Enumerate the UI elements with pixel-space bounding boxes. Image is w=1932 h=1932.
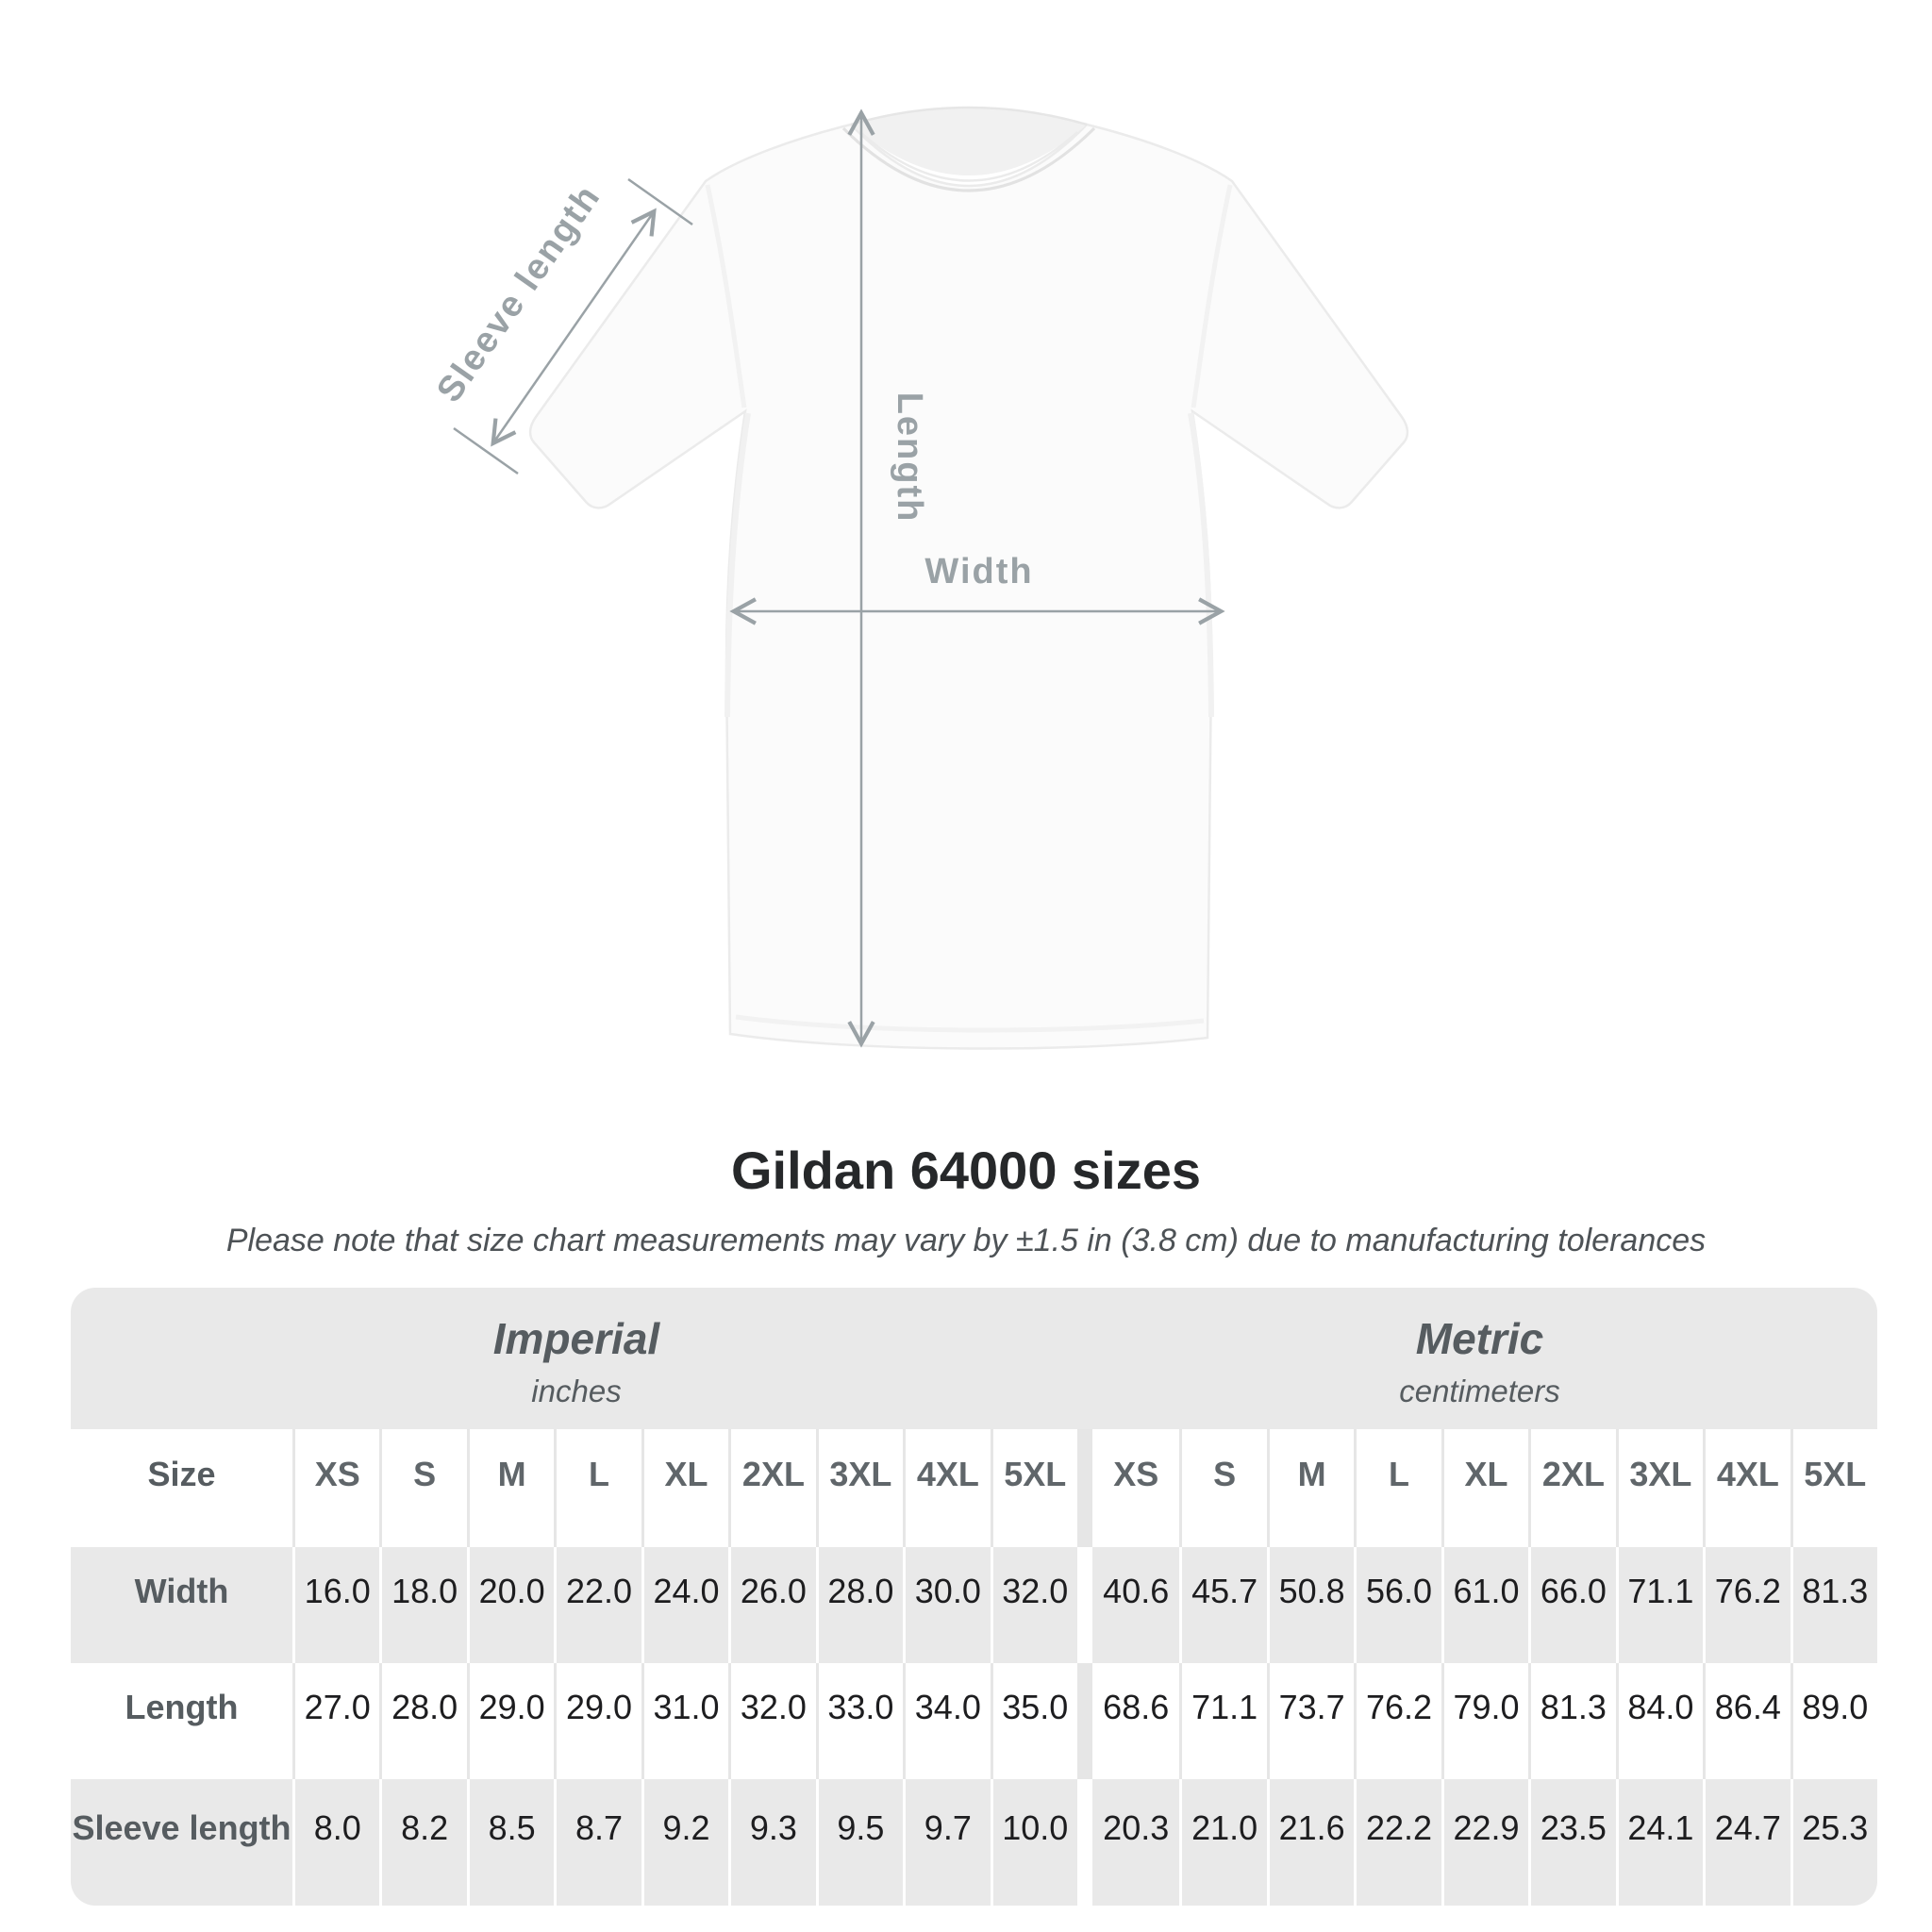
measurement-cell: 73.7 — [1267, 1663, 1354, 1779]
size-col-header: 3XL — [1616, 1429, 1703, 1547]
measurement-cell: 40.6 — [1092, 1547, 1179, 1663]
size-col-header: L — [1354, 1429, 1441, 1547]
size-col-header: XL — [1441, 1429, 1528, 1547]
sleeve-length-row — [71, 1779, 1877, 1906]
measurement-cell: 89.0 — [1790, 1663, 1877, 1779]
measurement-cell: 22.0 — [554, 1547, 641, 1663]
size-col-header: 2XL — [1528, 1429, 1615, 1547]
measurement-cell: 29.0 — [467, 1663, 554, 1779]
width-row-label: Width — [71, 1547, 292, 1663]
width-row — [71, 1547, 1877, 1663]
measurement-cell: 24.0 — [641, 1547, 728, 1663]
unit-band — [71, 1288, 1877, 1429]
measurement-cell: 50.8 — [1267, 1547, 1354, 1663]
imperial-unit: inches — [531, 1374, 622, 1408]
size-col-header: XS — [292, 1429, 379, 1547]
size-col-header: L — [554, 1429, 641, 1547]
measurement-cell: 79.0 — [1441, 1663, 1528, 1779]
measurement-cell: 9.5 — [816, 1779, 903, 1906]
measurement-cell: 29.0 — [554, 1663, 641, 1779]
measurement-cell: 20.3 — [1092, 1779, 1179, 1906]
page-title: Gildan 64000 sizes — [730, 1141, 1202, 1200]
length-dimension-label: Length — [890, 391, 929, 524]
size-col-header: M — [1267, 1429, 1354, 1547]
measurement-cell: 81.3 — [1790, 1547, 1877, 1663]
size-col-header: XS — [1092, 1429, 1179, 1547]
measurement-cell: 84.0 — [1616, 1663, 1703, 1779]
measurement-cell: 21.0 — [1179, 1779, 1266, 1906]
imperial-title: Imperial — [492, 1314, 660, 1363]
measurement-cell: 32.0 — [728, 1663, 815, 1779]
measurement-cell: 9.2 — [641, 1779, 728, 1906]
measurement-cell: 34.0 — [903, 1663, 990, 1779]
section-divider — [1077, 1429, 1092, 1547]
measurement-cell: 8.0 — [292, 1779, 379, 1906]
measurement-cell: 45.7 — [1179, 1547, 1266, 1663]
measurement-cell: 33.0 — [816, 1663, 903, 1779]
measurement-cell: 8.2 — [379, 1779, 466, 1906]
measurement-cell: 68.6 — [1092, 1663, 1179, 1779]
size-col-header: 2XL — [728, 1429, 815, 1547]
width-dimension-label: Width — [924, 552, 1034, 591]
measurement-cell: 9.3 — [728, 1779, 815, 1906]
measurement-cell: 35.0 — [991, 1663, 1077, 1779]
measurement-cell: 32.0 — [991, 1547, 1077, 1663]
measurement-cell: 8.7 — [554, 1779, 641, 1906]
measurement-cell: 28.0 — [379, 1663, 466, 1779]
section-divider — [1077, 1779, 1092, 1906]
measurement-cell: 81.3 — [1528, 1663, 1615, 1779]
measurement-cell: 56.0 — [1354, 1547, 1441, 1663]
measurement-cell: 31.0 — [641, 1663, 728, 1779]
measurement-cell: 10.0 — [991, 1779, 1077, 1906]
measurement-cell: 24.1 — [1616, 1779, 1703, 1906]
imperial-section-header — [71, 1288, 1082, 1429]
measurement-cell: 22.9 — [1441, 1779, 1528, 1906]
length-row — [71, 1663, 1877, 1779]
measurement-cell: 71.1 — [1616, 1547, 1703, 1663]
sleeve-length-row-label: Sleeve length — [71, 1779, 292, 1906]
measurement-cell: 8.5 — [467, 1779, 554, 1906]
measurement-cell: 71.1 — [1179, 1663, 1266, 1779]
measurement-cell: 76.2 — [1703, 1547, 1790, 1663]
measurement-cell: 20.0 — [467, 1547, 554, 1663]
size-col-header: S — [1179, 1429, 1266, 1547]
measurement-cell: 86.4 — [1703, 1663, 1790, 1779]
measurement-cell: 22.2 — [1354, 1779, 1441, 1906]
size-col-header: 5XL — [991, 1429, 1077, 1547]
measurement-cell: 30.0 — [903, 1547, 990, 1663]
measurement-cell: 76.2 — [1354, 1663, 1441, 1779]
measurement-cell: 21.6 — [1267, 1779, 1354, 1906]
measurement-cell: 25.3 — [1790, 1779, 1877, 1906]
measurement-cell: 23.5 — [1528, 1779, 1615, 1906]
size-col-header: 4XL — [903, 1429, 990, 1547]
measurement-cell: 66.0 — [1528, 1547, 1615, 1663]
measurement-cell: 27.0 — [292, 1663, 379, 1779]
measurement-cell: 16.0 — [292, 1547, 379, 1663]
measurement-cell: 24.7 — [1703, 1779, 1790, 1906]
section-divider — [1077, 1663, 1092, 1779]
size-header-label: Size — [71, 1429, 292, 1547]
size-col-header: M — [467, 1429, 554, 1547]
length-row-label: Length — [71, 1663, 292, 1779]
measurement-cell: 61.0 — [1441, 1547, 1528, 1663]
measurement-cell: 18.0 — [379, 1547, 466, 1663]
measurement-cell: 9.7 — [903, 1779, 990, 1906]
measurement-cell: 26.0 — [728, 1547, 815, 1663]
size-header-row — [71, 1429, 1877, 1547]
metric-section-header — [1082, 1288, 1877, 1429]
metric-unit: centimeters — [1399, 1374, 1560, 1408]
sleeve-length-dimension-label: Sleeve length — [429, 177, 609, 410]
section-divider — [1077, 1547, 1092, 1663]
measurement-cell: 28.0 — [816, 1547, 903, 1663]
tolerance-note: Please note that size chart measurements may vary by ±1.5 in (3.8 cm) due to manufacturing tolerances — [225, 1223, 1707, 1258]
size-col-header: 5XL — [1790, 1429, 1877, 1547]
size-col-header: S — [379, 1429, 466, 1547]
size-col-header: 4XL — [1703, 1429, 1790, 1547]
size-table — [71, 1288, 1877, 1906]
metric-title: Metric — [1415, 1314, 1544, 1363]
size-col-header: XL — [641, 1429, 728, 1547]
size-col-header: 3XL — [816, 1429, 903, 1547]
